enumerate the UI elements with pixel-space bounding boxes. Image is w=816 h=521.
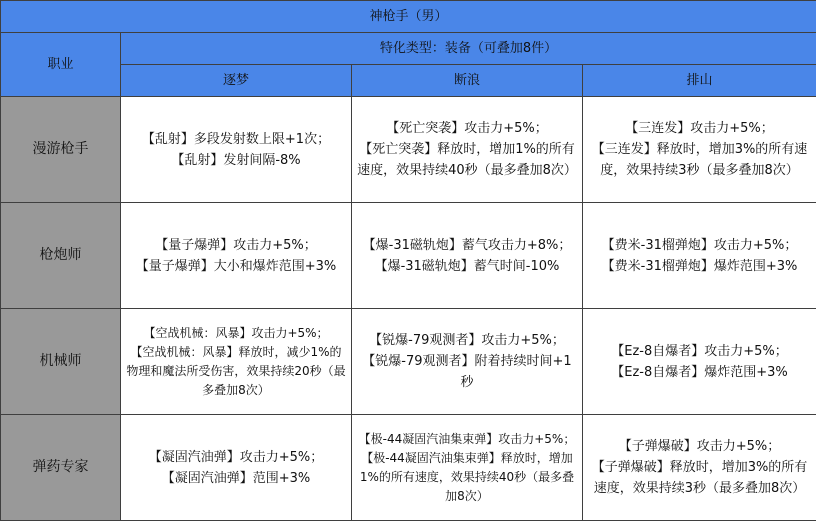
table-row	[1, 97, 816, 203]
effect-cell	[121, 97, 352, 203]
effect-cell	[121, 309, 352, 415]
effect-line: 【空战机械：风暴】释放时，减少1%的物理和魔法所受伤害，效果持续20秒（最多叠加8次）	[126, 344, 346, 397]
effect-line: 【锐爆-79观测者】附着持续时间+1秒	[362, 354, 572, 390]
effect-line: 【乱射】多段发射数上限+1次；	[141, 131, 331, 147]
effect-cell	[583, 415, 816, 521]
effect-line: 【费米-31榴弹炮】攻击力+5%；	[601, 237, 798, 253]
job-name: 漫游枪手	[1, 97, 121, 203]
table-row	[1, 203, 816, 309]
effect-cell	[583, 97, 816, 203]
effect-line: 【Ez-8自爆者】爆炸范围+3%	[611, 364, 788, 380]
effect-line: 【锐爆-79观测者】攻击力+5%；	[369, 333, 565, 348]
table-row	[1, 415, 816, 521]
effect-line: 【死亡突袭】攻击力+5%；	[386, 121, 548, 136]
effect-cell	[583, 203, 816, 309]
column-header-duanlang: 断浪	[352, 65, 583, 97]
effect-line: 【量子爆弹】攻击力+5%；	[155, 237, 317, 253]
job-header: 职业	[1, 33, 121, 97]
specialization-type-header: 特化类型：装备（可叠加8件）	[121, 33, 816, 65]
effect-line: 【极-44凝固汽油集束弹】释放时，增加1%的所有速度，效果持续40秒（最多叠加8次）	[359, 450, 575, 503]
effect-line: 【量子爆弹】大小和爆炸范围+3%	[135, 258, 337, 274]
effect-line: 【凝固汽油弹】范围+3%	[161, 470, 311, 486]
effect-line: 【空战机械：风暴】攻击力+5%；	[143, 325, 329, 340]
job-name: 弹药专家	[1, 415, 121, 521]
effect-line: 【三连发】释放时，增加3%的所有速度，效果持续3秒（最多叠加8次）	[591, 142, 808, 178]
table-row	[1, 309, 816, 415]
effect-line: 【三连发】攻击力+5%；	[625, 121, 774, 136]
effect-cell	[352, 97, 583, 203]
effect-cell	[121, 415, 352, 521]
job-name: 枪炮师	[1, 203, 121, 309]
table-title: 神枪手（男）	[1, 1, 816, 33]
column-header-paishan: 排山	[583, 65, 816, 97]
effect-line: 【费米-31榴弹炮】爆炸范围+3%	[601, 258, 798, 274]
effect-line: 【子弹爆破】释放时，增加3%的所有速度，效果持续3秒（最多叠加8次）	[591, 460, 808, 496]
effect-line: 【子弹爆破】攻击力+5%；	[618, 439, 781, 454]
effect-cell	[352, 309, 583, 415]
effect-line: 【凝固汽油弹】攻击力+5%；	[148, 449, 324, 465]
effect-line: 【死亡突袭】释放时，增加1%的所有速度，效果持续40秒（最多叠加8次）	[357, 142, 577, 178]
effect-line: 【极-44凝固汽油集束弹】攻击力+5%；	[358, 431, 576, 446]
effect-cell	[121, 203, 352, 309]
effect-cell	[352, 415, 583, 521]
effect-line: 【乱射】发射间隔-8%	[171, 152, 301, 168]
column-header-zhumeng: 逐梦	[121, 65, 352, 97]
effect-line: 【爆-31磁轨炮】蓄气攻击力+8%；	[362, 237, 572, 253]
effect-line: 【爆-31磁轨炮】蓄气时间-10%	[374, 258, 560, 274]
effect-cell	[352, 203, 583, 309]
effect-cell	[583, 309, 816, 415]
effect-line: 【Ez-8自爆者】攻击力+5%；	[611, 343, 788, 359]
job-name: 机械师	[1, 309, 121, 415]
